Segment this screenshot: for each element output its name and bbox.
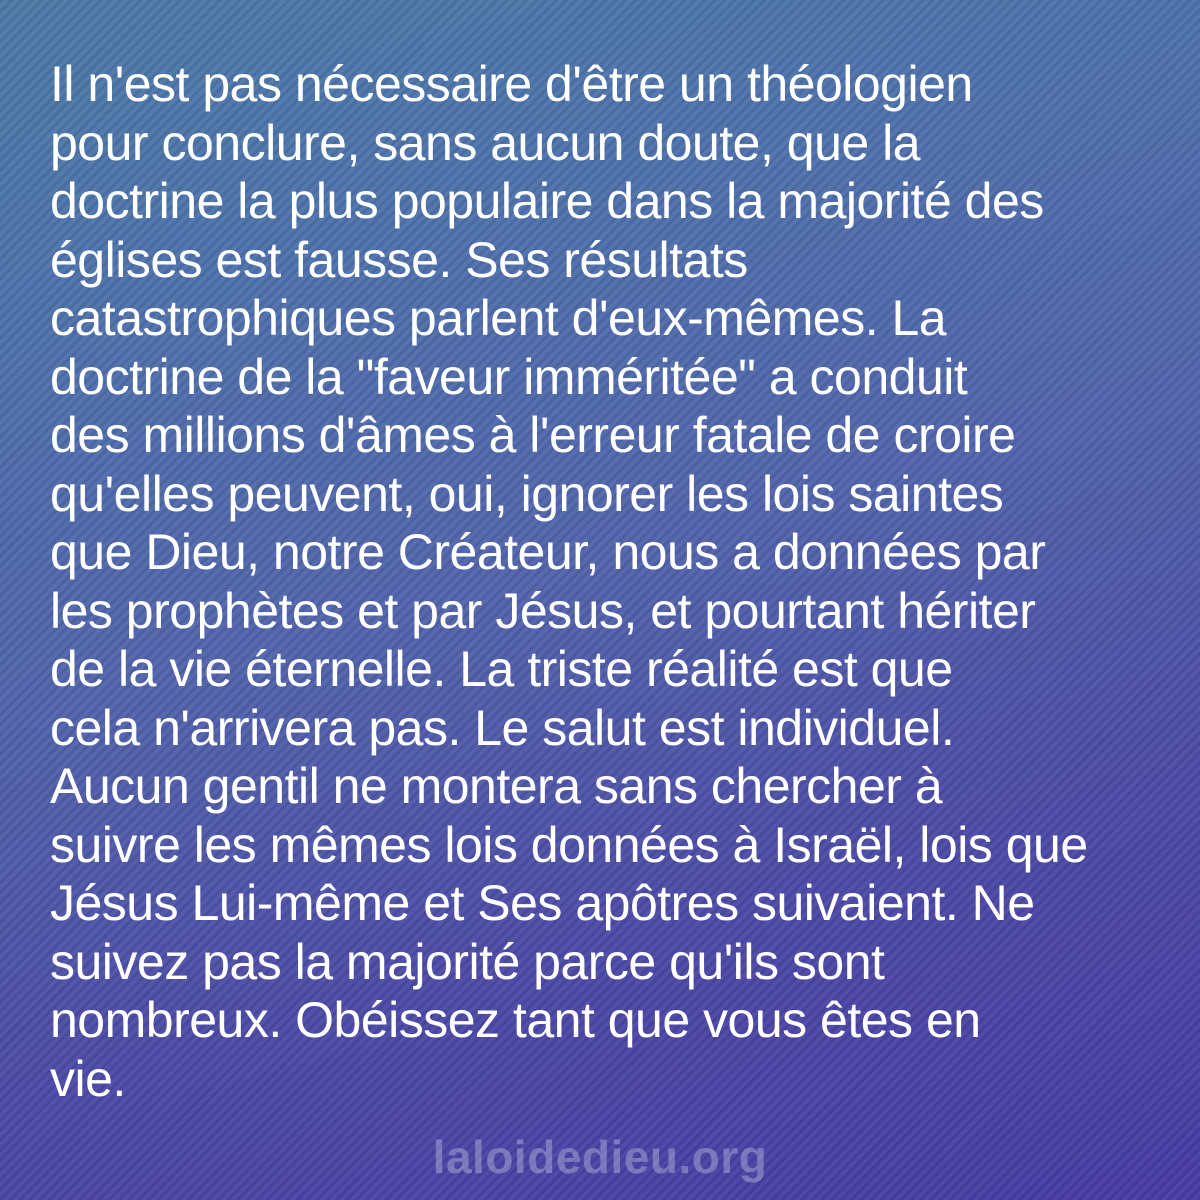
quote-line: des millions d'âmes à l'erreur fatale de croire — [50, 407, 1016, 463]
quote-line: doctrine la plus populaire dans la majorité des — [50, 173, 1044, 229]
quote-text-block — [50, 55, 1180, 1108]
quote-line: doctrine de la "faveur imméritée" a conduit — [50, 348, 968, 405]
quote-line: églises est fausse. Ses résultats — [50, 231, 748, 288]
quote-line: suivre les mêmes lois données à Israël, lois que — [50, 816, 1088, 873]
quote-line: que Dieu, notre Créateur, nous a données par — [50, 524, 1046, 580]
quote-line: cela n'arrivera pas. Le salut est individuel. — [50, 699, 955, 756]
quote-line: Aucun gentil ne montera sans chercher à — [50, 758, 943, 814]
site-watermark: laloidedieu.org — [432, 1131, 768, 1183]
quote-line: Jésus Lui-même et Ses apôtres suivaient. Ne — [50, 875, 1035, 931]
quote-line: vie. — [50, 1050, 126, 1107]
quote-line: qu'elles peuvent, oui, ignorer les lois saintes — [50, 465, 1004, 522]
quote-line: nombreux. Obéissez tant que vous êtes en — [50, 992, 981, 1048]
quote-line: pour conclure, sans aucun doute, que la — [50, 114, 921, 171]
quote-line: les prophètes et par Jésus, et pourtant hériter — [50, 582, 1036, 639]
quote-line: Il n'est pas nécessaire d'être un théologien — [50, 56, 973, 112]
quote-line: catastrophiques parlent d'eux-mêmes. La — [50, 290, 947, 346]
quote-line: suivez pas la majorité parce qu'ils sont — [50, 933, 885, 990]
quote-line: de la vie éternelle. La triste réalité est que — [50, 641, 953, 697]
